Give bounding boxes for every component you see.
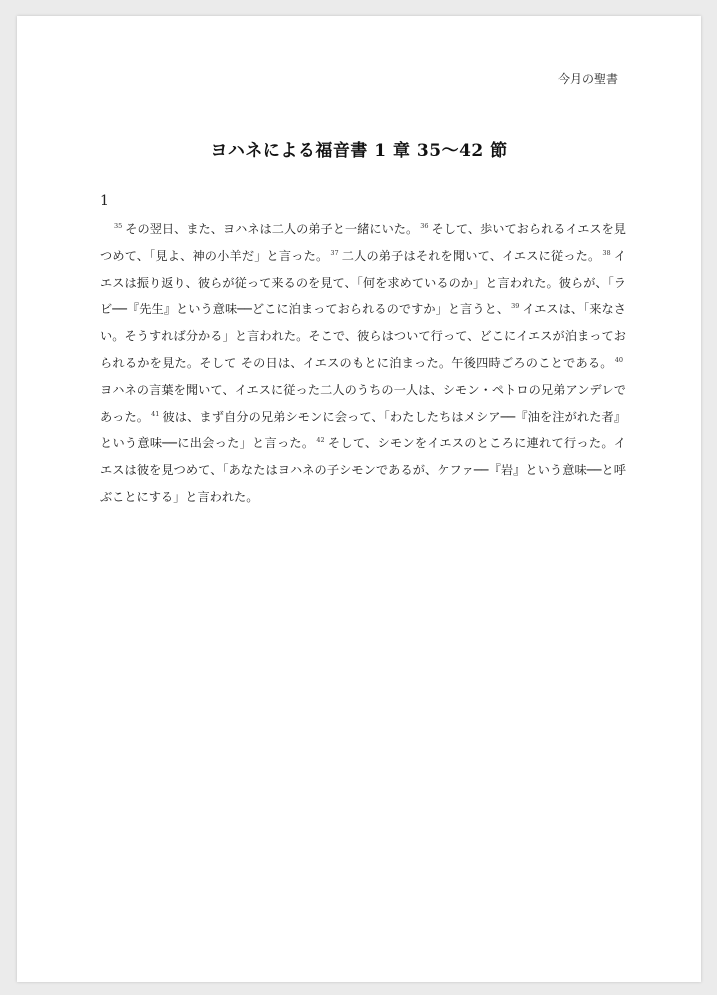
verse-number: 39 xyxy=(511,302,520,311)
page-title: ヨハネによる福音書 1 章 35〜42 節 xyxy=(210,141,508,161)
verse-number: 41 xyxy=(151,409,160,418)
document-page xyxy=(17,16,701,982)
verse-text: そして、シモンをイエスのところに連れて行った。イエスは彼を見つめて、「あなたはヨハネの子シモンであるが、ケファ──『岩』という意味──と呼ぶことにする」と言われた。 xyxy=(100,436,626,504)
verse-text: イエスは振り返り、彼らが従って来るのを見て、「何を求めているのか」と言われた。彼らが、「ラビ──『先生』という意味──どこに泊まっておられるのですか」と言うと、 xyxy=(100,248,627,317)
verse-number: 36 xyxy=(420,221,429,230)
verse-text: 二人の弟子はそれを聞いて、イエスに従った。 xyxy=(341,248,601,263)
verse-text: 彼は、まず自分の兄弟シモンに会って、「わたしたちはメシア──『油を注がれた者』という意味──に出会った」と言った。 xyxy=(100,409,626,451)
verse-number: 38 xyxy=(602,248,611,257)
verse-number: 42 xyxy=(316,436,325,445)
verse-text: イエスは、「来なさい。そうすれば分かる」と言われた。そこで、彼らはついて行って、どこにイエスが泊まっておられるかを見た。そして その日は、イエスのもとに泊まった。午後四時ごろのことである。 xyxy=(100,302,626,370)
verse-text: ヨハネの言葉を聞いて、イエスに従った二人のうちの一人は、シモン・ペトロの兄弟アンデレであった。 xyxy=(100,382,626,424)
verse-text: その翌日、また、ヨハネは二人の弟子と一緒にいた。 xyxy=(125,222,419,236)
chapter-number: 1 xyxy=(100,193,109,209)
verse-text: そして、歩いておられるイエスを見つめて、「見よ、神の小羊だ」と言った。 xyxy=(100,222,626,263)
verse-number: 35 xyxy=(114,221,123,230)
header-label: 今月の聖書 xyxy=(557,72,618,86)
scripture-body xyxy=(100,216,626,511)
verse-number: 40 xyxy=(614,355,623,364)
verse-number: 37 xyxy=(330,248,339,257)
